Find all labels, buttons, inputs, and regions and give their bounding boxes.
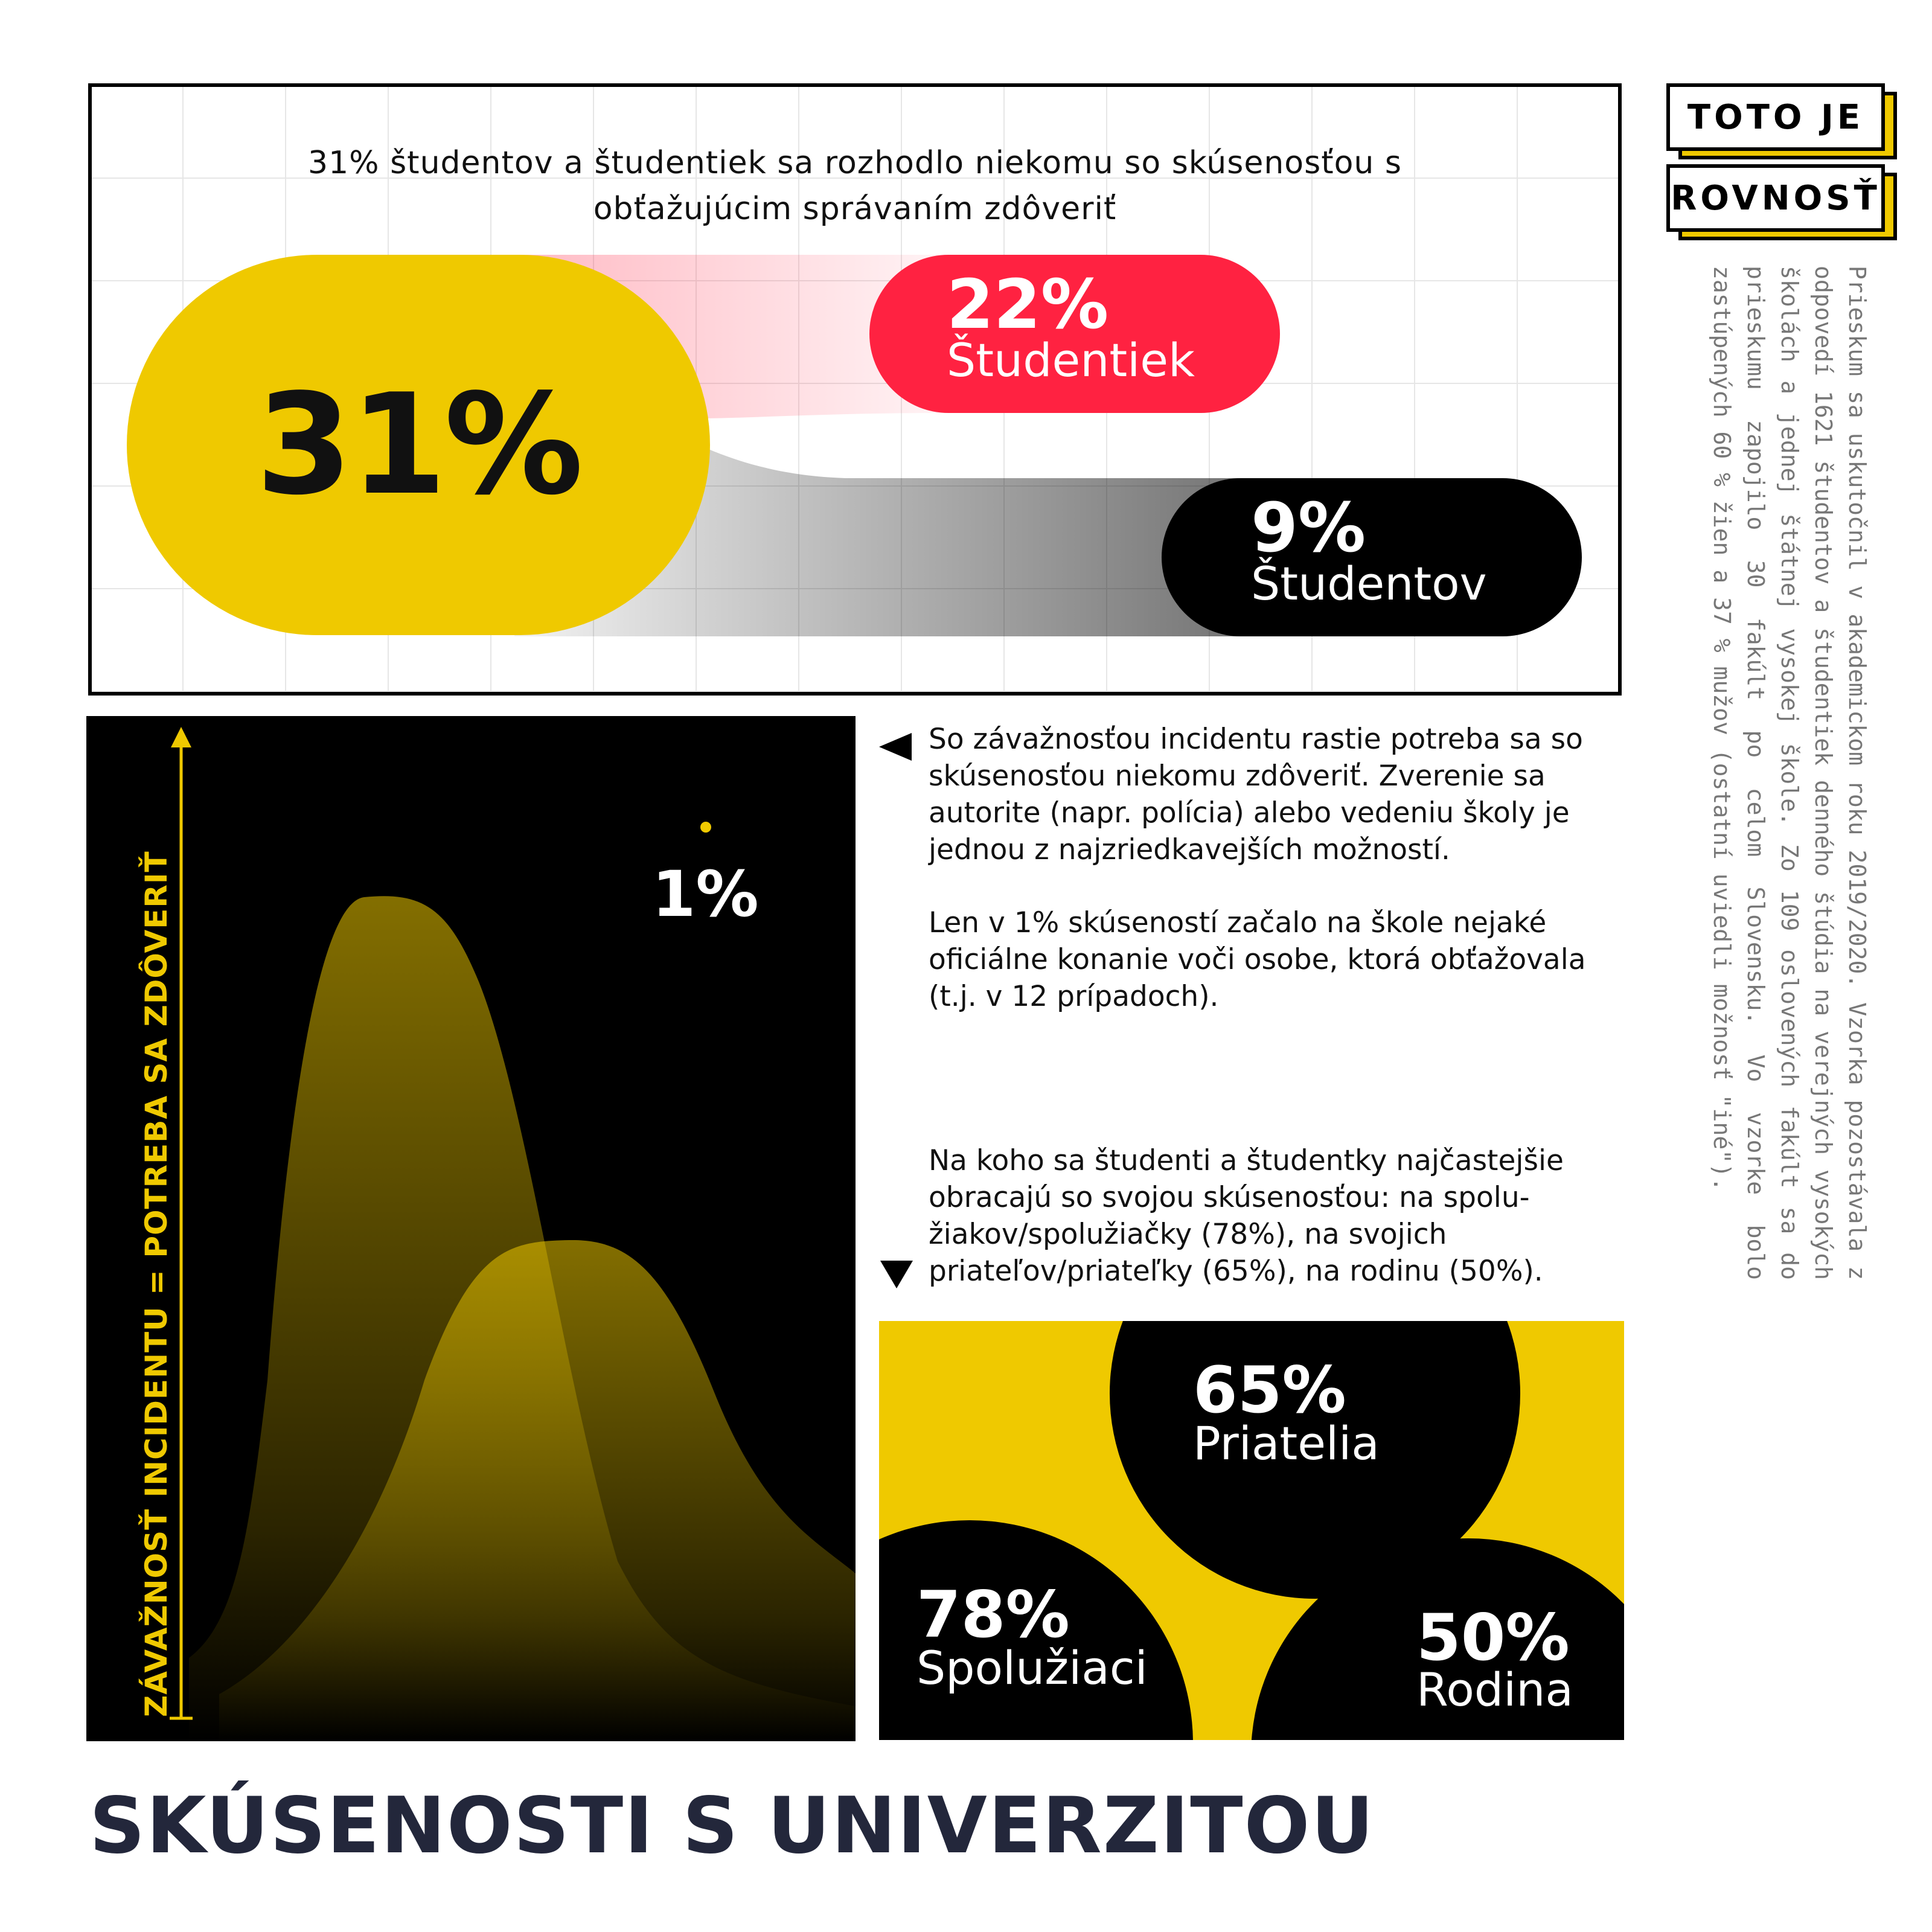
axis-label: ZÁVAŽNOSŤ INCIDENTU = POTREBA SA ZDÔVERIŤ <box>139 851 174 1717</box>
total-value: 31% <box>255 364 581 526</box>
logo <box>1666 83 1908 240</box>
axis-arrow <box>171 727 191 747</box>
men-pill <box>1162 478 1582 636</box>
page-title: SKÚSENOSTI S UNIVERZITOU <box>89 1781 1375 1871</box>
text-official-action: Len v 1% skúseností začalo na škole nejaké oficiálne konanie voči osobe, ktorá obťažovala (t.j. v 12 prípadoch). <box>929 906 1586 1013</box>
women-pill <box>869 255 1280 413</box>
top-heading-line2: obťažujúcim správaním zdôveriť <box>593 191 1117 227</box>
text-severity: So závažnosťou incidentu rastie potreba sa so skúsenosťou niekomu zdôveriť. Zverenie sa autorite (napr. polícia) alebo vedeniu školy je jednou z najzriedkavejších možností. <box>929 723 1583 866</box>
arrow-left-icon <box>879 733 912 761</box>
top-heading-line1: 31% študentov a študentiek sa rozhodlo niekomu so skúsenosťou s <box>307 145 1402 181</box>
logo-line2: ROVNOSŤ <box>1666 164 1885 232</box>
arrow-down-icon <box>880 1261 913 1288</box>
women-label: Študentiek <box>947 333 1195 387</box>
classmates-value: 78% <box>916 1578 1070 1652</box>
friends-label: Priatelia <box>1193 1416 1380 1470</box>
highlight-dot <box>700 822 711 833</box>
highlight-percent: 1% <box>652 857 759 931</box>
family-value: 50% <box>1416 1601 1570 1675</box>
men-value: 9% <box>1251 489 1366 568</box>
friends-value: 65% <box>1193 1353 1346 1427</box>
logo-line1: TOTO JE <box>1666 83 1885 151</box>
women-value: 22% <box>947 266 1109 344</box>
men-label: Študentov <box>1251 557 1487 610</box>
top-summary-panel <box>88 83 1622 696</box>
survey-note: Prieskum sa uskutočnil v akademickom roku 2019/2020. Vzorka pozostávala z odpovedí 1621 študentov a študentiek denného štúdia na verejných vysokých školách a jednej štátnej vysokej škole. Zo 109 oslovených fakúlt sa do prieskumu zapojilo 30 fakúlt po celom Slovensku. Vo vzorke bolo zastúpených 60 % žien a 37 % mužov (ostatní uviedli možnosť "iné"). <box>1709 266 1870 1280</box>
classmates-label: Spolužiaci <box>916 1641 1148 1695</box>
family-label: Rodina <box>1416 1663 1573 1716</box>
text-confidants: Na koho sa študenti a študentky najčastejšie obracajú so svojou skúsenosťou: na spolu-žiakov/spolužiačky (78%), na svojich priateľov/priateľky (65%), na rodinu (50%). <box>929 1144 1564 1288</box>
confidants-panel <box>879 1321 1624 1740</box>
total-pill <box>127 255 710 635</box>
